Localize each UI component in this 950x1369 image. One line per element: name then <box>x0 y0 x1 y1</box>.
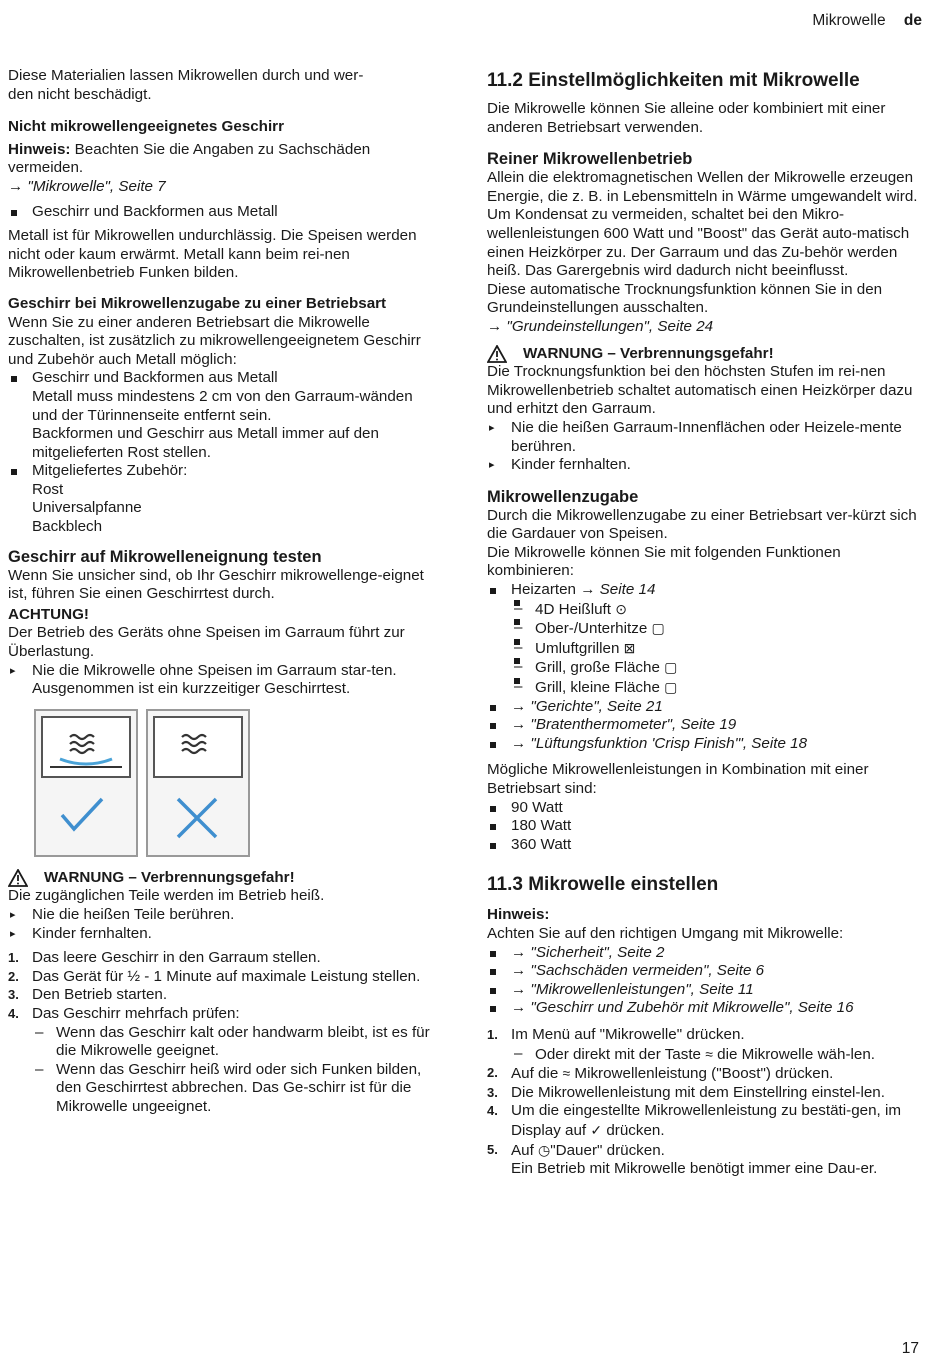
ref-link[interactable] <box>487 318 919 337</box>
list-item-line: Backblech <box>32 518 103 536</box>
step-item <box>8 968 442 987</box>
heat-mode-label: Grill, kleine Fläche <box>535 679 660 697</box>
arrow-right-icon: → <box>511 734 531 752</box>
heat-mode-label: 4D Heißluft <box>535 600 611 618</box>
arrow-right-icon: → <box>580 581 596 599</box>
step-number: 5. <box>487 1141 498 1157</box>
pure-text-1: Allein die elektromagnetischen Wellen der Mikrowelle erzeugen Energie, die z. B. in Lebensmitteln in Wärme umgewandelt wird. <box>487 169 918 205</box>
pure-text-3: Diese automatische Trocknungsfunktion können Sie in den Grundeinstellungen ausschalten. <box>487 280 883 317</box>
addition-text-1: Durch die Mikrowellenzugabe zu einer Betriebsart ver-kürzt sich die Gardauer von Speisen. <box>487 506 917 543</box>
page-header <box>812 12 922 31</box>
heat-mode-label: Grill, große Fläche <box>535 659 660 677</box>
arrow-right-icon: → <box>8 177 28 195</box>
unsuitable-title: Nicht mikrowellengeeignetes Geschirr <box>8 118 285 136</box>
hint-refs <box>487 944 919 1018</box>
step-number: 1. <box>8 950 19 966</box>
step-note: Ein Betrieb mit Mikrowelle benötigt immer eine Dau-er. <box>511 1160 878 1178</box>
sub-item: – Wenn das Geschirr heiß wird oder sich Funken bilden, den Geschirrtest abbrechen. Das Ge-schirr ist für die Mikrowelle ungeeignet. <box>32 1061 442 1117</box>
step-item <box>487 1141 919 1179</box>
set-microwave-heading: 11.3 Mikrowelle einstellen <box>487 874 719 896</box>
ref-link[interactable] <box>8 178 442 197</box>
power-list <box>487 799 919 855</box>
warning-triangle-icon <box>8 869 28 887</box>
list-item: 90 Watt <box>487 799 919 818</box>
ref-link-text: "Lüftungsfunktion 'Crisp Finish'", Seite 18 <box>530 734 808 752</box>
list-item <box>8 369 442 462</box>
step-text: "Dauer" drücken. <box>550 1141 665 1159</box>
timer-icon: ◷ <box>538 1141 551 1158</box>
list-item[interactable] <box>487 735 919 754</box>
heat-mode-item <box>511 600 919 620</box>
step-text: Das Gerät für ½ - 1 Minute auf maximale Leistung stellen. <box>32 967 421 985</box>
list-item: ▸ Nie die heißen Teile berühren. <box>8 906 442 925</box>
heat-mode-list <box>511 600 919 698</box>
step-number: 3. <box>8 987 19 1003</box>
step-item <box>487 1064 919 1084</box>
arrow-right-icon: → <box>487 317 507 335</box>
step-text: Das Geschirr mehrfach prüfen: <box>32 1004 240 1022</box>
list-item[interactable] <box>487 962 919 981</box>
microwave-unsuitable-icon <box>148 711 248 855</box>
ref-link-text: "Bratenthermometer", Seite 19 <box>530 716 737 734</box>
right-column <box>487 70 919 1179</box>
hint-label: Hinweis: <box>8 140 71 158</box>
ref-link-text: "Gerichte", Seite 21 <box>530 697 663 715</box>
arrow-right-icon: → <box>511 962 531 980</box>
list-item: Geschirr und Backformen aus Metall <box>8 203 442 222</box>
page-number: 17 <box>901 1340 919 1358</box>
hint-paragraph <box>8 141 442 178</box>
left-column <box>8 67 442 1117</box>
arrow-right-icon: → <box>511 943 531 961</box>
addition-title: Mikrowellenzugabe <box>487 487 639 506</box>
list-item <box>8 462 442 536</box>
step-text: Auf die <box>511 1065 563 1083</box>
test-title: Geschirr auf Mikrowelleneignung testen <box>8 547 322 566</box>
warning-heading <box>8 869 442 888</box>
step-sublist <box>511 1045 919 1065</box>
step-item <box>487 1026 919 1064</box>
hint-text: Achten Sie auf den richtigen Umgang mit Mikrowelle: <box>487 924 844 942</box>
list-item <box>487 581 919 698</box>
step-number: 1. <box>487 1026 498 1042</box>
ref-link-text: "Mikrowellenleistungen", Seite 11 <box>530 980 754 998</box>
warning-title: WARNUNG – Verbrennungsgefahr! <box>523 344 774 362</box>
step-item <box>8 949 442 968</box>
step-text: drücken. <box>602 1121 665 1139</box>
suitable-dish-panel <box>34 709 138 857</box>
list-item-line: Backformen und Geschirr aus Metall immer auf den mitgelieferten Rost stellen. <box>32 425 379 461</box>
warning-text: Die Trocknungsfunktion bei den höchsten Stufen im rei-nen Mikrowellenbetrieb schaltet automatisch einen Heizkörper dazu und erhitzt den Garraum. <box>487 363 913 418</box>
step-item <box>487 1084 919 1103</box>
step-item <box>8 986 442 1005</box>
arrow-right-icon: → <box>511 980 531 998</box>
microwave-waves-icon: ≈ <box>562 1065 571 1082</box>
settings-text: Die Mikrowelle können Sie alleine oder kombiniert mit einer anderen Betriebsart verwenden. <box>487 100 886 136</box>
sub-item <box>511 1045 919 1065</box>
ref-link-text: "Sachschäden vermeiden", Seite 6 <box>530 962 765 980</box>
heizarten-label: Heizarten <box>511 581 576 599</box>
step-number: 4. <box>487 1103 498 1119</box>
achtung-text: Der Betrieb des Geräts ohne Speisen im Garraum führt zur Überlastung. <box>8 624 405 661</box>
addition-text: Wenn Sie zu einer anderen Betriebsart die Mikrowelle zuschalten, ist zusätzlich zu mikrowellengeeignetem Geschirr und Zubehör auch Metall möglich: <box>8 313 421 368</box>
step-text: Die Mikrowellenleistung mit dem Einstellring einstel-len. <box>511 1083 885 1101</box>
hint-text: Beachten Sie die Angaben zu Sachschäden vermeiden. <box>8 140 371 177</box>
achtung-actions <box>8 662 442 699</box>
heat-mode-label: Umluftgrillen <box>535 639 620 657</box>
list-item-title: Geschirr und Backformen aus Metall <box>32 369 278 387</box>
warning-title: WARNUNG – Verbrennungsgefahr! <box>44 868 295 886</box>
step-text: Im Menü auf "Mikrowelle" drücken. <box>511 1025 745 1043</box>
step-number: 2. <box>8 968 19 984</box>
metal-list <box>8 203 442 222</box>
list-item-line: Metall muss mindestens 2 cm von den Garraum-wänden und der Türinnenseite entfernt sein. <box>32 387 413 424</box>
pure-mode-title: Reiner Mikrowellenbetrieb <box>487 150 693 169</box>
test-text: Wenn Sie unsicher sind, ob Ihr Geschirr mikrowellenge-eignet ist, führen Sie einen Geschirrtest durch. <box>8 566 424 603</box>
addition-text-2: Die Mikrowelle können Sie mit folgenden Funktionen kombinieren: <box>487 543 841 580</box>
step-number: 3. <box>487 1084 498 1100</box>
ref-link-text: "Mikrowelle", Seite 7 <box>27 177 166 195</box>
list-item[interactable] <box>487 698 919 717</box>
warning-heading <box>487 345 919 364</box>
step-sublist <box>32 1024 442 1117</box>
step-text: Um die eingestellte Mikrowellenleistung zu bestäti-gen, im Display auf <box>511 1102 901 1139</box>
unsuitable-dish-panel <box>146 709 250 857</box>
warning-actions <box>487 419 919 475</box>
hint-label: Hinweis: <box>487 906 550 924</box>
step-number: 4. <box>8 1005 19 1021</box>
list-item[interactable] <box>487 944 919 963</box>
settings-heading: 11.2 Einstellmöglichkeiten mit Mikrowelle <box>487 70 860 91</box>
list-item[interactable] <box>487 716 919 735</box>
ref-link-text: "Sicherheit", Seite 2 <box>530 943 665 961</box>
addition-list <box>8 369 442 536</box>
warning-text: Die zugänglichen Teile werden im Betrieb heiß. <box>8 887 325 905</box>
ref-link-text: "Grundeinstellungen", Seite 24 <box>506 317 714 335</box>
heat-mode-item <box>511 619 919 639</box>
heat-mode-item <box>511 678 919 698</box>
intro-text: Diese Materialien lassen Mikrowellen durch und wer- den nicht beschädigt. <box>8 67 364 103</box>
pure-text-2: Um Kondensat zu vermeiden, schaltet bei den Mikro-wellenleistungen 600 Watt und "Boost" das Gerät auto-matisch einen Heizkörper zu. Der Garraum und das Zu-behör werden heiß. Das Garergebnis wird dadurch nicht beeinflusst. <box>487 206 910 280</box>
test-steps <box>8 949 442 1116</box>
arrow-right-icon: → <box>511 697 531 715</box>
grill-small-icon: ▢ <box>664 679 678 696</box>
step-text: Den Betrieb starten. <box>32 986 168 1004</box>
list-item-line: Rost <box>32 480 64 498</box>
dish-test-figure <box>34 709 442 857</box>
section-name: Mikrowelle <box>812 12 886 29</box>
warning-triangle-icon <box>487 345 507 363</box>
list-item: 180 Watt <box>487 817 919 836</box>
power-text: Mögliche Mikrowellenleistungen in Kombination mit einer Betriebsart sind: <box>487 761 869 797</box>
heat-mode-item <box>511 658 919 678</box>
top-bottom-heat-icon: ▢ <box>651 620 665 637</box>
warning-actions <box>8 906 442 943</box>
microwave-waves-icon: ≈ <box>705 1045 713 1062</box>
list-item[interactable] <box>487 981 919 1000</box>
list-item-title: Mitgeliefertes Zubehör: <box>32 462 188 480</box>
sub-text: die Mikrowelle wäh-len. <box>712 1045 875 1063</box>
microwave-suitable-icon <box>36 711 136 855</box>
addition-title: Geschirr bei Mikrowellenzugabe zu einer Betriebsart <box>8 294 387 312</box>
list-item: ▸ Nie die Mikrowelle ohne Speisen im Garraum star-ten. Ausgenommen ist ein kurzzeitiger Geschirrtest. <box>8 662 442 699</box>
set-steps <box>487 1026 919 1179</box>
step-text: Mikrowellenleistung ("Boost") drücken. <box>570 1065 834 1083</box>
list-item[interactable] <box>487 999 919 1018</box>
step-item <box>487 1102 919 1140</box>
list-item: ▸ Kinder fernhalten. <box>8 925 442 944</box>
list-item: ▸ Nie die heißen Garraum-Innenflächen oder Heizele-mente berühren. <box>487 419 919 456</box>
ref-link-text: "Geschirr und Zubehör mit Mikrowelle", Seite 16 <box>530 999 854 1017</box>
function-list <box>487 581 919 753</box>
checkmark-icon: ✓ <box>590 1121 603 1138</box>
sub-text: Oder direkt mit der Taste <box>535 1045 706 1063</box>
step-item <box>8 1005 442 1117</box>
ref-link-text[interactable]: Seite 14 <box>599 581 656 599</box>
list-item: ▸ Kinder fernhalten. <box>487 456 919 475</box>
language-code: de <box>903 12 922 29</box>
sub-item: – Wenn das Geschirr kalt oder handwarm bleibt, ist es für die Mikrowelle geeignet. <box>32 1024 442 1061</box>
list-item: 360 Watt <box>487 836 919 855</box>
heat-mode-item <box>511 639 919 659</box>
step-number: 2. <box>487 1065 498 1081</box>
achtung-label: ACHTUNG! <box>8 605 89 623</box>
heat-mode-label: Ober-/Unterhitze <box>535 620 648 638</box>
list-item-line: Universalpfanne <box>32 499 142 517</box>
arrow-right-icon: → <box>511 999 531 1017</box>
arrow-right-icon: → <box>511 716 531 734</box>
step-text: Auf <box>511 1141 539 1159</box>
circulated-grill-icon: ⊠ <box>623 639 636 656</box>
step-text: Das leere Geschirr in den Garraum stellen. <box>32 949 321 967</box>
grill-large-icon: ▢ <box>664 659 678 676</box>
hot-air-4d-icon: ⊙ <box>615 600 627 617</box>
metal-text: Metall ist für Mikrowellen undurchlässig. Die Speisen werden nicht oder kaum erwärmt. Metall kann beim rei-nen Mikrowellenbetrieb Funken bilden. <box>8 227 417 282</box>
